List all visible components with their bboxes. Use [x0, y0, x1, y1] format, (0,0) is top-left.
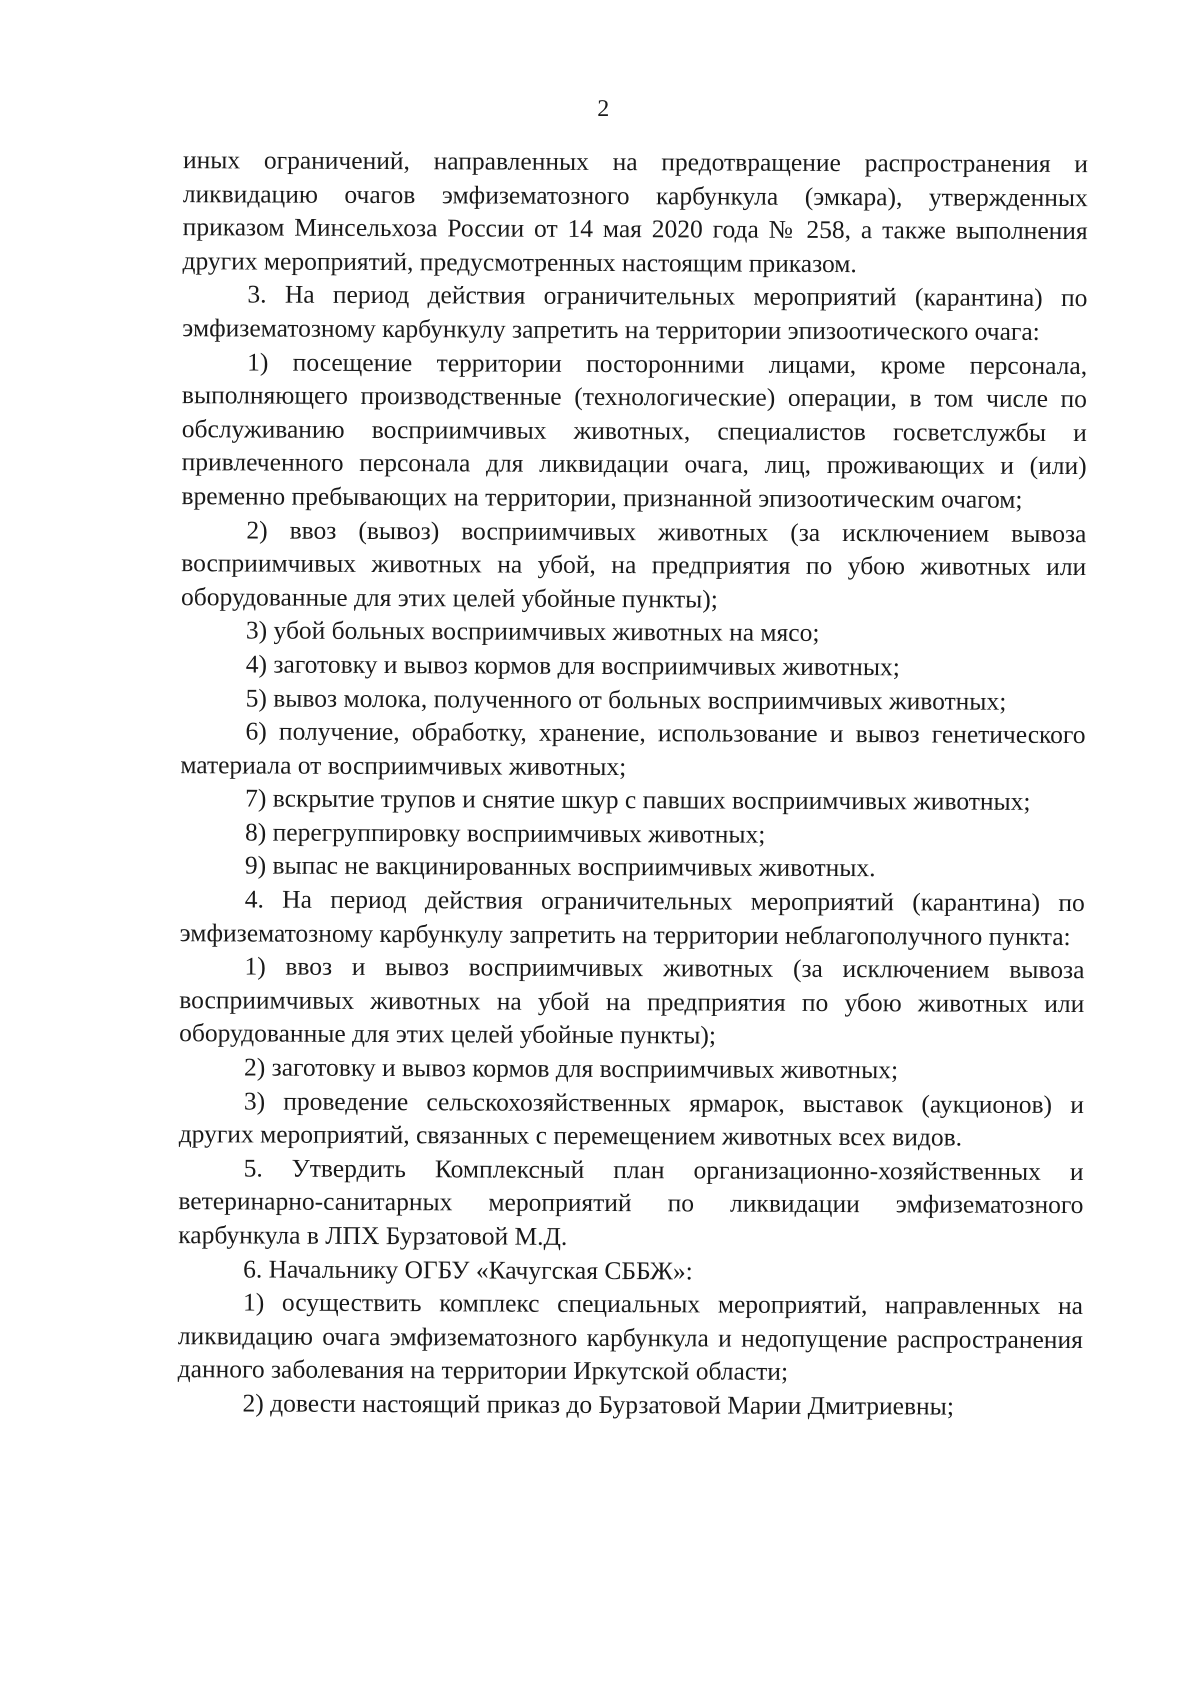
paragraph-item-3-5: 5) вывоз молока, полученного от больных восприимчивых животных; [245, 682, 1007, 716]
paragraph-item-3-1: 1) посещение территории посторонними лицами, кроме персонала, выполняющего производственные (технологические) операции, в том числе по обслуживанию восприимчивых животных, специалистов госветслужбы и привлеченного персонала для ликвидации очага, лиц, проживающих и (или) временно пребывающих на территории, признанной эпизоотическим очагом; [181, 347, 1088, 514]
paragraph-item-4-2: 2) заготовку и вывоз кормов для восприимчивых животных; [243, 1052, 899, 1085]
paragraph-item-3-8: 8) перегруппировку восприимчивых животных; [245, 817, 766, 849]
paragraph-item-3-3: 3) убой больных восприимчивых животных на мясо; [245, 615, 820, 648]
paragraph-item-4-3: 3) проведение сельскохозяйственных ярмарок, выставок (аукционов) и других мероприятий, связанных с перемещением животных всех видов. [178, 1086, 1084, 1152]
paragraph-item-3-4: 4) заготовку и вывоз кормов для восприимчивых животных; [245, 649, 900, 682]
paragraph-item-6-1: 1) осуществить комплекс специальных мероприятий, направленных на ликвидацию очага эмфизематозного карбункула и недопущение распространения данного заболевания на территории Иркутской области; [177, 1287, 1084, 1387]
paragraph-item-3-7: 7) вскрытие трупов и снятие шкур с павших восприимчивых животных; [245, 783, 1031, 817]
paragraph-item-4-1: 1) ввоз и вывоз восприимчивых животных (за исключением вывоза восприимчивых животных на убой на предприятия по убою животных или оборудованные для этих целей убойные пункты); [179, 951, 1085, 1050]
paragraph-item-3-9: 9) выпас не вакцинированных восприимчивых животных. [244, 850, 876, 883]
paragraph-item-3-6: 6) получение, обработку, хранение, использование и вывоз генетического материала от восприимчивых животных; [180, 716, 1086, 781]
paragraph-item-6-2: 2) довести настоящий приказ до Бурзатовой Марии Дмитриевны; [242, 1388, 955, 1421]
paragraph-item-6: 6. Начальнику ОГБУ «Качугская СББЖ»: [243, 1254, 693, 1286]
page-number: 2 [597, 95, 610, 123]
paragraph-item-3-2: 2) ввоз (вывоз) восприимчивых животных (за исключением вывоза восприимчивых животных на убой, на предприятия по убою животных или оборудованные для этих целей убойные пункты); [181, 514, 1087, 614]
paragraph-item-5: 5. Утвердить Комплексный план организационно-хозяйственных и ветеринарно-санитарных мероприятий по ликвидации эмфизематозного карбункула в ЛПХ Бурзатовой М.Д. [178, 1153, 1084, 1251]
paragraph-continuation: иных ограничений, направленных на предотвращение распространения и ликвидацию очагов эмфизематозного карбункула (эмкара), утвержденных приказом Минсельхоза России от 14 мая 2020 года № 258, а также выполнения других мероприятий, предусмотренных настоящим приказом. [182, 145, 1089, 278]
paragraph-item-3: 3. На период действия ограничительных мероприятий (карантина) по эмфизематозному карбункулу запретить на территории эпизоотического очага: [182, 279, 1088, 346]
document-body [178, 143, 1089, 1423]
paragraph-item-4: 4. На период действия ограничительных мероприятий (карантина) по эмфизематозному карбункулу запретить на территории неблагополучного пункта: [179, 884, 1085, 951]
